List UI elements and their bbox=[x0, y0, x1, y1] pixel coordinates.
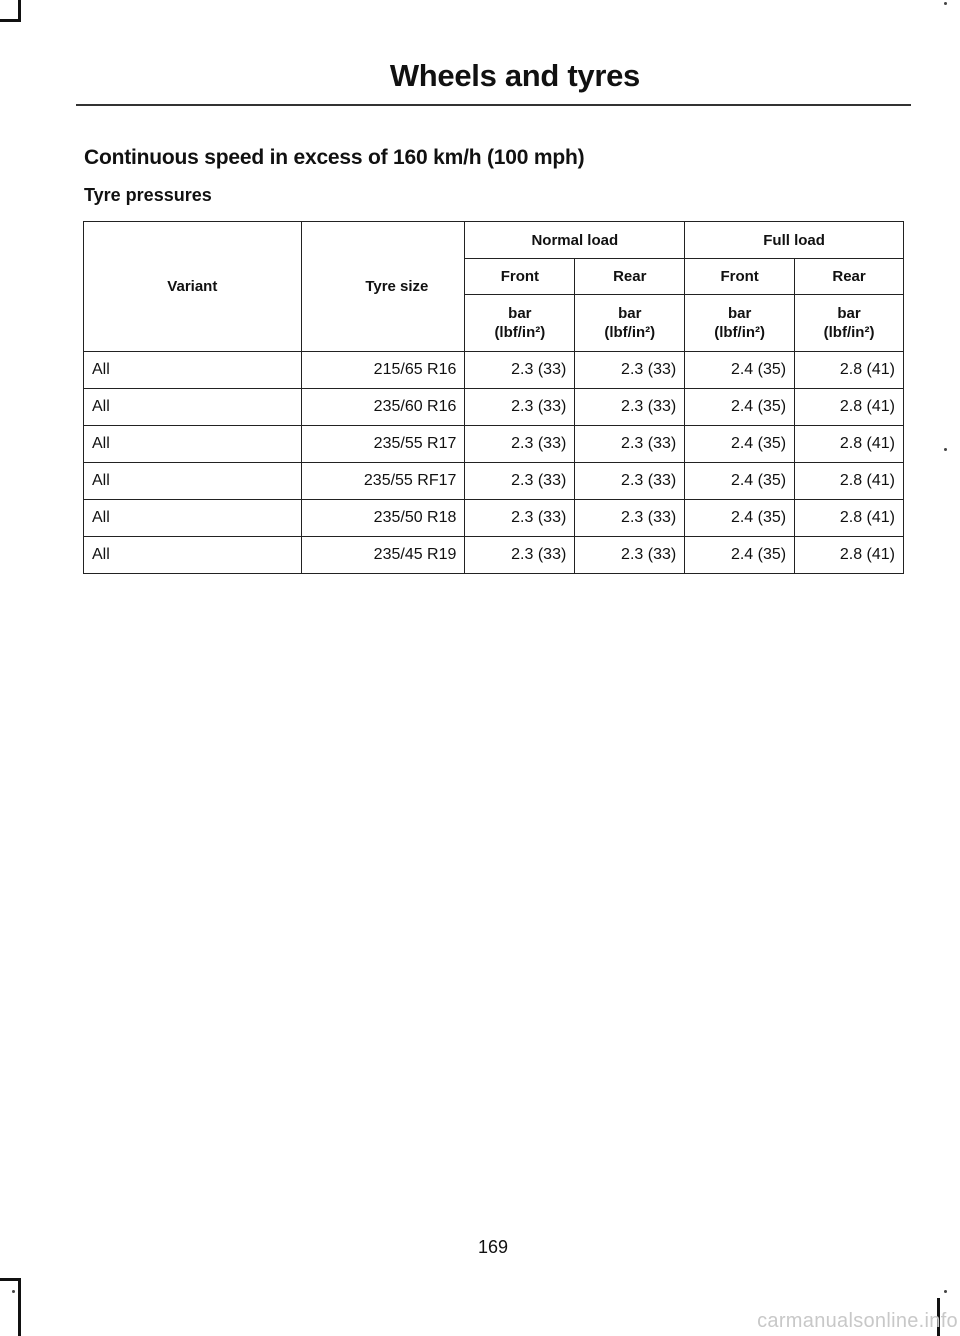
unit-normal-front bbox=[465, 295, 575, 352]
table-row bbox=[84, 463, 904, 500]
cell-normal-rear: 2.3 (33) bbox=[575, 426, 685, 463]
header-variant: Variant bbox=[84, 222, 302, 352]
header-normal-load: Normal load bbox=[465, 222, 685, 259]
unit-bar: bar bbox=[837, 305, 861, 322]
cell-full-front: 2.4 (35) bbox=[685, 463, 795, 500]
table-row bbox=[84, 352, 904, 389]
header-normal-front: Front bbox=[465, 259, 575, 295]
watermark: carmanualsonline.info bbox=[757, 1310, 958, 1332]
cell-full-rear: 2.8 (41) bbox=[795, 537, 904, 574]
unit-bar: bar bbox=[618, 305, 642, 322]
cell-tyre-size: 235/45 R19 bbox=[301, 537, 465, 574]
cell-normal-rear: 2.3 (33) bbox=[575, 537, 685, 574]
unit-bar: bar bbox=[727, 305, 752, 322]
cell-normal-front: 2.3 (33) bbox=[465, 352, 575, 389]
cell-variant: All bbox=[84, 463, 302, 500]
header-rule bbox=[76, 104, 911, 106]
cell-normal-rear: 2.3 (33) bbox=[575, 463, 685, 500]
unit-lbf: (lbf/in²) bbox=[823, 324, 875, 341]
register-dot-right-bottom bbox=[944, 1290, 947, 1293]
unit-lbf: (lbf/in²) bbox=[714, 324, 766, 341]
header-full-rear: Rear bbox=[795, 259, 904, 295]
cell-variant: All bbox=[84, 500, 302, 537]
cell-normal-rear: 2.3 (33) bbox=[575, 500, 685, 537]
cell-full-front: 2.4 (35) bbox=[685, 426, 795, 463]
cell-normal-front: 2.3 (33) bbox=[465, 537, 575, 574]
cell-full-front: 2.4 (35) bbox=[685, 389, 795, 426]
crop-mark-bottom-left-horizontal bbox=[0, 1278, 21, 1281]
unit-full-rear bbox=[795, 295, 904, 352]
cell-full-front: 2.4 (35) bbox=[685, 537, 795, 574]
cell-variant: All bbox=[84, 537, 302, 574]
cell-full-rear: 2.8 (41) bbox=[795, 426, 904, 463]
header-normal-rear: Rear bbox=[575, 259, 685, 295]
cell-normal-rear: 2.3 (33) bbox=[575, 389, 685, 426]
page-header-title: Wheels and tyres bbox=[389, 58, 640, 93]
header-full-load: Full load bbox=[685, 222, 904, 259]
cell-variant: All bbox=[84, 426, 302, 463]
register-dot-right bbox=[944, 448, 947, 451]
register-dot-top-right bbox=[944, 2, 947, 5]
register-dot-left bbox=[12, 1290, 15, 1293]
cell-normal-front: 2.3 (33) bbox=[465, 463, 575, 500]
header-full-front: Front bbox=[685, 259, 795, 295]
table-row bbox=[84, 389, 904, 426]
unit-full-front bbox=[685, 295, 795, 352]
unit-lbf: (lbf/in²) bbox=[604, 324, 656, 341]
cell-full-rear: 2.8 (41) bbox=[795, 352, 904, 389]
section-subtitle: Tyre pressures bbox=[84, 185, 212, 205]
cell-full-front: 2.4 (35) bbox=[685, 500, 795, 537]
table-row bbox=[84, 426, 904, 463]
table-row bbox=[84, 537, 904, 574]
tyre-pressure-table bbox=[83, 221, 904, 574]
cell-variant: All bbox=[84, 389, 302, 426]
cell-tyre-size: 235/60 R16 bbox=[301, 389, 465, 426]
cell-normal-front: 2.3 (33) bbox=[465, 426, 575, 463]
cell-tyre-size: 235/50 R18 bbox=[301, 500, 465, 537]
cell-tyre-size: 235/55 R17 bbox=[301, 426, 465, 463]
cell-normal-rear: 2.3 (33) bbox=[575, 352, 685, 389]
cell-full-rear: 2.8 (41) bbox=[795, 500, 904, 537]
cell-full-rear: 2.8 (41) bbox=[795, 463, 904, 500]
table-row bbox=[84, 500, 904, 537]
cell-normal-front: 2.3 (33) bbox=[465, 500, 575, 537]
section-title: Continuous speed in excess of 160 km/h (100 mph) bbox=[84, 146, 585, 169]
crop-mark-top-left-horizontal bbox=[0, 19, 21, 22]
header-tyre-size: Tyre size bbox=[301, 222, 465, 352]
crop-mark-bottom-left-vertical bbox=[18, 1278, 21, 1336]
unit-normal-rear bbox=[575, 295, 685, 352]
cell-full-front: 2.4 (35) bbox=[685, 352, 795, 389]
cell-tyre-size: 215/65 R16 bbox=[301, 352, 465, 389]
cell-tyre-size: 235/55 RF17 bbox=[301, 463, 465, 500]
unit-lbf: (lbf/in²) bbox=[494, 324, 546, 341]
cell-full-rear: 2.8 (41) bbox=[795, 389, 904, 426]
page-number: 169 bbox=[477, 1237, 509, 1257]
cell-normal-front: 2.3 (33) bbox=[465, 389, 575, 426]
unit-bar: bar bbox=[508, 305, 532, 322]
cell-variant: All bbox=[84, 352, 302, 389]
